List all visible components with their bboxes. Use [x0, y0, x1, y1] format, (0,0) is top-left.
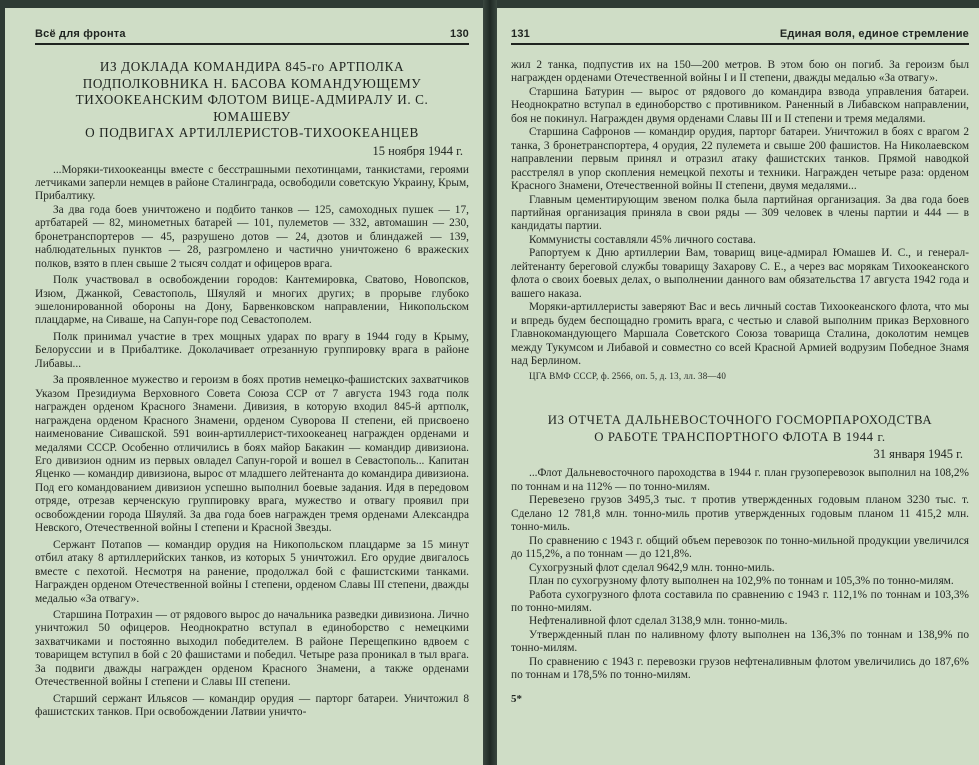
paragraph: По сравнению с 1943 г. общий объем перевозок по тонно-мильной продукции увеличился до 115,2%, а по тоннам — до 121,8%.	[511, 534, 969, 561]
paragraph: Рапортуем к Дню артиллерии Вам, товарищ вице-адмирал Юмашев И. С., и генерал-лейтенанту береговой службы товарищу Захарову С. Е., а через вас морякам Тихоокеанского флота о своих боевых делах, о выполнении данного вам обязательства 17 августа 1942 года и вашего наказа.	[511, 247, 969, 300]
document-heading	[35, 59, 469, 142]
heading-line: ПОДПОЛКОВНИКА Н. БАСОВА КОМАНДУЮЩЕМУ	[82, 75, 422, 91]
paragraph: Старшина Сафронов — командир орудия, парторг батареи. Уничтожил в боях с врагом 2 танка, 3 бронетранспортера, 4 орудия, 22 пулемета и свыше 200 фашистов. На Николаевском направлении первым принял и отразил атаку фашистских танков. Прямой наводкой расстрелял в упор скопления немецкой пехоты и техники. Награжден четыре раза: орденом Красного Знамени, Отечественной войны II степени, двумя медалями...	[511, 126, 969, 193]
paragraph: Нефтеналивной флот сделал 3138,9 млн. тонно-миль.	[529, 615, 788, 628]
paragraph: Главным цементирующим звеном полка была партийная организация. За два года боев партийная организация приняла в свои ряды — 309 человек в члены партии и 444 — в кандидаты партии.	[511, 193, 969, 233]
paragraph: Перевезено грузов 3495,3 тыс. т против утвержденных годовым планом 3230 тыс. т. Сделано 12 781,8 млн. тонно-миль против утвержденных годовым планом 11 415,2 млн. тонно-миль.	[511, 494, 969, 534]
paragraph: ...Флот Дальневосточного пароходства в 1944 г. план грузоперевозок выполнил на 108,2% по тоннам и на 112% — по тонно-милям.	[511, 467, 969, 493]
paragraph: Старшина Батурин — вырос от рядового до командира взвода управления батареи. Неоднократно вступал в единоборство с противником. Раненный в Либавском направлении, боя не покинул. Награжден двумя орденами Славы III и II степени и тремя медалями.	[511, 85, 969, 125]
paragraph: Полк принимал участие в трех мощных ударах по врагу в 1944 году в Крыму, Белоруссии и в Прибалтике. Доколачивает отрезанную группировку врага в районе Либавы...	[35, 330, 469, 370]
paragraph: За два года боев уничтожено и подбито танков — 125, самоходных пушек — 17, артбатарей — 82, минометных батарей — 101, пулеметов — 332, автомашин — 230, бронетранспортеров — 45, разрушено дотов — 24, дзотов и блиндажей — 139, наблюдательных пунктов — 28, разгромлено и частично уничтожено 6 вражеских полков, взято в плен свыше 2 тысяч солдат и офицеров врага.	[35, 203, 469, 270]
running-title: Единая воля, единое стремление	[779, 28, 969, 40]
heading-line: ИЗ ДОКЛАДА КОМАНДИРА 845-го АРТПОЛКА	[99, 59, 405, 74]
paragraph: План по сухогрузному флоту выполнен на 102,9% по тоннам и 105,3% по тонно-милям.	[529, 575, 954, 588]
page-number: 130	[450, 28, 469, 40]
heading-line: ТИХООКЕАНСКИМ ФЛОТОМ ВИЦЕ-АДМИРАЛУ И. С. ЮМАШЕВУ	[75, 92, 429, 124]
document-date: 15 ноября 1944 г.	[372, 143, 463, 158]
paragraph: Сержант Потапов — командир орудия на Никопольском плацдарме за 15 минут отбил атаку 8 артиллерийских танков, из которых 5 уничтожил. Его орудие двигалось вместе с пехотой. Несмотря на ранение, продолжал бой с фашистскими танками. Награжден орденом Отечественной войны I степени, орденом Славы III степени, дважды медалью «За отвагу».	[35, 538, 469, 605]
paragraph: Работа сухогрузного флота составила по сравнению с 1943 г. 112,1% по тоннам и 103,3% по тонно-милям.	[511, 588, 969, 614]
paragraph: За проявленное мужество и героизм в боях против немецко-фашистских захватчиков Указом Президиума Верховного Совета Союза ССР от 7 августа 1943 года полк награжден орденом Красного Знамени. Дивизия, в которую входил 845-й артполк, награждена орденом Красного Знамени, орденом Суворова II степени, ей присвоено наименование Сивашской. 591 воин-артиллерист-тихоокеанец награжден орденами и медалями СССР. Особенно отличились в боях майор Бакакин — командир дивизиона. Его дивизион одним из первых овладел Сапун-горой и вошел в Севастополь... Капитан Яценко — командир дивизиона, вырос от младшего лейтенанта до командира дивизиона. Под его командованием дивизион успешно выполнил боевые задания. Идя в передовом отряде, отрезав керченскую группировку врага, мужество и отвагу проявил при освобождении города Шяуляй. За два года боев награжден тремя орденами Александра Невского, Отечественной войны I степени и Красной Звезды.	[35, 374, 469, 535]
paragraph: Старшина Потрахин — от рядового вырос до начальника разведки дивизиона. Лично уничтожил 50 офицеров. Неоднократно вступал в единоборство с немецкими захватчиками и постоянно выходил победителем. В районе Перещепкино вдвоем с товарищем вступил в бой с 20 фашистами и победил. Четыре раза проникал в тыл врага. За подвиги дважды награжден орденом Красного Знамени, а также орденами Отечественной войны I степени и Славы III степени.	[35, 609, 469, 689]
running-title: Всё для фронта	[35, 28, 126, 40]
right-running-head	[511, 28, 969, 45]
paragraph: Моряки-артиллеристы заверяют Вас и весь личный состав Тихоокеанского флота, что мы и впредь будем беспощадно громить врага, с честью и славой выполним приказ Верховного Главнокомандующего Маршала Советского Союза товарища Сталина, доколотим немцев между Тукумсом и Либавой и совместно со всей Красной Армией водрузим Победное Знамя над Берлином.	[511, 301, 969, 367]
heading-line: ИЗ ОТЧЕТА ДАЛЬНЕВОСТОЧНОГО ГОСМОРПАРОХОДСТВА	[547, 413, 933, 428]
left-running-head	[35, 28, 469, 45]
paragraph: Коммунисты составляли 45% личного состава.	[529, 233, 756, 246]
right-page	[497, 8, 979, 765]
document-date: 31 января 1945 г.	[873, 447, 963, 462]
paragraph: ...Моряки-тихоокеанцы вместе с бесстрашными пехотинцами, танкистами, героями летчиками заперли немцев в районе Сталинграда, освободили советскую Украину, Крым, Прибалтику.	[35, 163, 469, 203]
paragraph: Сухогрузный флот сделал 9642,9 млн. тонно-миль.	[529, 561, 775, 574]
book-gutter	[483, 0, 497, 765]
heading-line: О РАБОТЕ ТРАНСПОРТНОГО ФЛОТА В 1944 г.	[594, 429, 886, 444]
signature-mark: 5*	[511, 692, 522, 705]
paragraph: Полк участвовал в освобождении городов: Кантемировка, Сватово, Новопсков, Изюм, Джанкой, Севастополь, Шяуляй и многих других; в прорыве глубоко эшелонированной обороны на Дону, Барвенковском направлении, Никопольском плацдарме, на Сиваше, на Сапун-горе под Севастополем.	[35, 274, 469, 327]
paragraph: Утвержденный план по наливному флоту выполнен на 136,3% по тоннам и 138,9% по тонно-милям.	[511, 628, 969, 655]
left-page	[5, 8, 483, 765]
paragraph: По сравнению с 1943 г. перевозки грузов нефтеналивным флотом увеличились до 187,6% по тоннам и 178,5% по тонно-милям.	[511, 655, 969, 682]
page-number: 131	[511, 28, 530, 40]
heading-line: О ПОДВИГАХ АРТИЛЛЕРИСТОВ-ТИХООКЕАНЦЕВ	[85, 125, 419, 140]
paragraph: Старший сержант Ильясов — командир орудия — парторг батареи. Уничтожил 8 фашистских танков. При освобождении Латвии уничто-	[35, 692, 469, 719]
archive-source-note: ЦГА ВМФ СССР, ф. 2566, оп. 5, д. 13, лл. 38—40	[529, 371, 727, 382]
document-heading	[511, 412, 969, 445]
paragraph: жил 2 танка, подпустив их на 150—200 метров. В этом бою он погиб. За героизм был награжден орденами Отечественной войны I и II степени, дважды медалью «За отвагу».	[511, 59, 969, 85]
